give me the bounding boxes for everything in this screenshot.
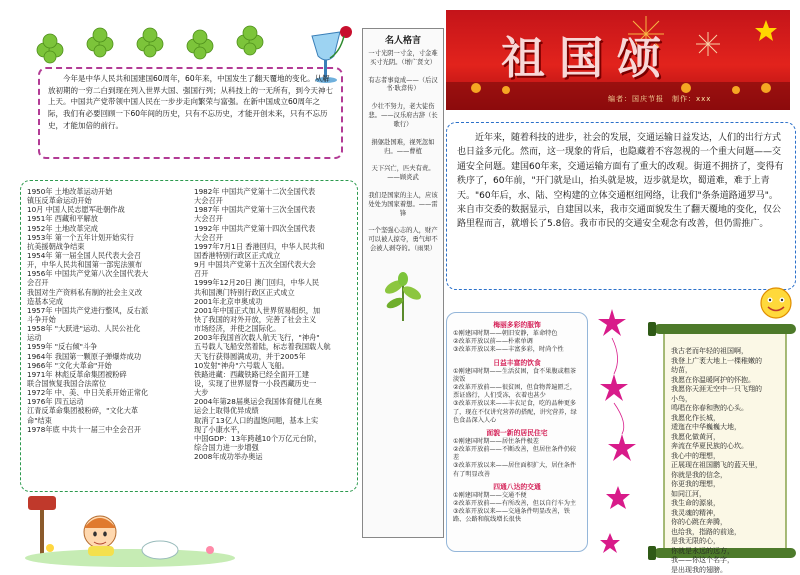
- timeline-entry: 抗美援朝战争结束: [27, 241, 85, 251]
- timeline-entry: 1958年 "大跃进"运动、人民公社化: [27, 324, 141, 334]
- poem-line: 你就是我的信念，: [671, 470, 727, 479]
- achievement-item: ②改革开放前——很贫困，但食物普遍匮乏，票证盛行，人们受冻，衣着也甚少: [453, 383, 577, 400]
- achievement-heading: 面貌一新的居民住宅: [486, 428, 548, 437]
- timeline-entry: 运动: [27, 333, 42, 343]
- timeline-entry: 大会召开: [194, 232, 223, 242]
- poem-line: 我——你这个名字，: [671, 556, 734, 565]
- timeline-entry: 2003年我国首次载人航天飞行，"神舟": [194, 333, 320, 343]
- achievement-item: ③改革开放以来——丰富多彩，时尚个性: [453, 346, 564, 354]
- achievement-item: ②改革开放以前——朴素单调: [453, 338, 533, 346]
- timeline-entry: 斗争开始: [27, 314, 56, 324]
- timeline-entry: 1966年 "文化大革命"开始: [27, 360, 112, 370]
- quotes-title: 名人格言: [384, 36, 421, 46]
- quote-item: 一个坚强心志的人，财产可以被人掠夺，勇气却不会被人剥夺的。（雨果）: [368, 227, 438, 252]
- timeline-entry: 命"结束: [27, 415, 52, 425]
- timeline-entry: 召开: [194, 269, 209, 279]
- poem-line: 我灵魂的精神，: [671, 508, 720, 517]
- timeline-entry: 镇压反革命运动开始: [27, 196, 92, 206]
- timeline-entry: 1956年 中国共产党第八次全国代表大: [27, 269, 149, 279]
- timeline-entry: 运会上取得优异成绩: [194, 406, 259, 416]
- poem-line: 如同江河，: [671, 489, 706, 498]
- timeline-entry: 取消了13亿人口的温饱问题，基本上实: [194, 415, 319, 425]
- poem-line: 你的心跳在奔腾，: [671, 518, 727, 527]
- quote-item: 少壮不努力，老大徒伤悲。——汉乐府古辞（长歌行）: [368, 103, 438, 128]
- poem-line: 鸣唱在你春和煦的心头。: [671, 404, 748, 413]
- timeline-entry: 1953年 第一个五年计划开始实行: [27, 232, 134, 242]
- achievement-item: ②改革开放前——不断改善，但居住条件仍较差: [453, 446, 577, 462]
- timeline-entry: 10月 中国人民志愿军赴朝作战: [27, 205, 125, 215]
- timeline-entry: 大会召开: [194, 214, 223, 224]
- poem-line: 我愿在你温暖阿护的怀抱。: [671, 375, 755, 384]
- traffic-text: 近年来，随着科技的进步，社会的发展，交通运输日益发达，人们的出行方式也日益多元化。然而，这一现象的背后，也隐藏着不容忽视的一个重大问题——交通安全问题。建国60年来，交通运输方面有了重大的改观。街道不拥挤了，变得有秩序了，60年前，"开门就是山，抬头就是坡，迈步就是坎，蜀道难，难于上青天。"60年后，水、陆、空构建的立体交通枢纽网络，让我们"条条道路通罗马"。来自市交委的数据显示，自建国以来，我市交通面貌发生了翻天覆地的变化，仅公路里程而言，就增长了5.8倍。我市市民的交通安全观念有改善，但仍需推广。: [457, 133, 784, 230]
- poem-line: 正展现在祖国鹏飞的蓝天里，: [671, 461, 762, 470]
- poem-line: 我生命的源泉，: [671, 499, 720, 508]
- poem-line: 小鸟，: [671, 394, 692, 403]
- timeline-entry: 五号载人飞船安然着陆，标志着我国载人航: [194, 342, 331, 352]
- banner: [446, 10, 790, 110]
- achievement-item: ①刚建国时期——居住条件极差: [453, 437, 539, 445]
- intro-panel: [38, 67, 343, 159]
- poem-line: 你就是永远的远方，: [671, 546, 734, 555]
- timeline-entry: 会召开: [27, 278, 49, 288]
- poem-line: 是我无限的心，: [671, 537, 720, 546]
- achievement-item: ③改革开放以来——居住面积扩大，居住条件有了明显改善: [453, 462, 577, 478]
- quotes-column: [362, 28, 444, 538]
- achievement-item: ③改革开放以来——丰衣足食，吃的品种更多了，现在不仅讲究营养的搭配，讲究营养，绿色食品深入人心: [453, 400, 577, 424]
- achievements-panel: [446, 312, 588, 552]
- achievement-item: ①刚建国时期——朝旧安静，革命特色: [453, 330, 558, 337]
- poem-line: 我古老而年轻的祖国啊，: [671, 347, 748, 355]
- timeline-entry: 9月 中国共产党第十五次全国代表大会: [194, 260, 316, 270]
- timeline-entry: 1972年 中、美、中日关系开始正常化: [27, 388, 149, 398]
- timeline-entry: 我国对生产资料私有制的社会主义改: [27, 287, 143, 297]
- timeline-entry: 现了小康水平，: [194, 424, 245, 434]
- poem-line: 也给我，指路的前途，: [671, 527, 741, 536]
- timeline-entry: 设，实现了世界屋脊一小段西藏历史一: [194, 378, 317, 388]
- poem-line: 我心中的理想，: [671, 451, 720, 460]
- achievement-item: ①刚建国时期——生活贫困，食不果腹或粗茶淡饭: [453, 367, 577, 383]
- poem-line: 我愿化作长城，: [671, 413, 720, 422]
- smiley-face-icon: [758, 286, 794, 320]
- timeline-entry: 10发射"神舟"六号载人飞船。: [194, 360, 289, 370]
- timeline-entry: 1957年 中国共产党进行整风，反右派: [27, 305, 149, 315]
- timeline-entry: 1982年 中国共产党第十二次全国代表: [194, 187, 316, 196]
- timeline-entry: 开，中华人民共和国第一部宪法颁布: [27, 260, 143, 270]
- timeline-entry: 综合国力进一步增强: [194, 442, 259, 452]
- timeline-entry: 大会召开: [194, 196, 223, 206]
- achievement-item: ①刚建国时期——交通不便: [453, 491, 527, 499]
- timeline-entry: 2001年北京申奥成功: [194, 296, 263, 306]
- quote-item: 捐躯赴国难，视死忽如归。——曹植: [371, 138, 435, 155]
- poem-text: [671, 347, 789, 575]
- child-illustration: [20, 492, 240, 565]
- timeline-entry: 1950年 土地改革运动开始: [27, 187, 113, 196]
- quote-item: 一寸光阴一寸金，寸金难买寸光阴。（增广贤文）: [368, 50, 438, 66]
- timeline-entry: 2004年第28届奥运会我国体育健儿在奥: [194, 397, 323, 407]
- poem-line: 我愿你天涯无空中一只飞翔的: [671, 385, 762, 394]
- timeline-entry: 2008年成功举办奥运: [194, 452, 263, 462]
- achievement-heading: 梅丽多彩的服饰: [493, 321, 541, 329]
- timeline-entry: 1987年 中国共产党第十三次全国代表: [194, 205, 316, 215]
- timeline-entry: 天飞行获得圆满成功，并于2005年: [194, 351, 306, 361]
- flower-decoration: [592, 298, 642, 558]
- timeline-entry: 铁路进藏：西藏铁路已经全面开工建: [194, 369, 310, 379]
- poem-line: 你更我的理想，: [671, 480, 720, 489]
- timeline-entry: 1964年 我国第一颗原子弹爆炸成功: [27, 351, 142, 361]
- quote-item: 有志者事竟成——（后汉书·耿弇传）: [368, 76, 438, 93]
- timeline-entry: 江青反革命集团被粉碎，"文化大革: [27, 406, 139, 416]
- timeline-entry: 1999年12月20日 澳门回归，中华人民: [194, 278, 320, 288]
- poem-line: 是出现我的翅膀。: [671, 565, 727, 574]
- poem-line: 奔流在华夏民族的心坎。: [671, 442, 748, 451]
- timeline-entry: 1951年 西藏和平解放: [27, 214, 98, 224]
- timeline-entry: 市场经济，并使之国际化。: [194, 324, 281, 334]
- timeline-entry: 1959年 "反右倾"斗争: [27, 342, 98, 352]
- poem-line: 我登上广袤大地上一棵稚嫩的: [671, 356, 762, 365]
- timeline-entry: 1992年 中国共产党第十四次全国代表: [194, 223, 316, 233]
- timeline-column-left: [27, 187, 184, 485]
- poem-line: 我愿化做黄河，: [671, 432, 720, 441]
- timeline-entry: 共和国澳门特别行政区正式成立: [194, 287, 295, 297]
- clover-decoration: [30, 22, 280, 72]
- timeline-entry: 2001年中国正式加入世界贸易组织，加: [194, 305, 321, 315]
- timeline-entry: 1952年 土地改革完成: [27, 223, 98, 233]
- timeline-entry: 1954年 第一届全国人民代表大会召: [27, 250, 142, 260]
- quote-item: 我们是国家的主人，应该处处为国家着想。——雷锋: [368, 191, 438, 217]
- timeline-column-right: [194, 187, 351, 485]
- achievement-item: ②改革开放前——有所改善，但以自行车为主: [453, 500, 577, 507]
- timeline-entry: 大步: [194, 388, 209, 398]
- poem-line: 幼苗，: [671, 366, 692, 375]
- banner-credit: 编者：国庆节报 制作：xxx: [608, 95, 712, 103]
- timeline-entry: 联合国恢复我国合法席位: [27, 378, 107, 388]
- quote-list: [367, 50, 439, 254]
- timeline-entry: 1997年7月1日 香港回归，中华人民共和: [194, 241, 325, 251]
- timeline-entry: 1978年底 中共十一届三中全会召开: [27, 424, 142, 434]
- quote-item: 天下兴亡，匹夫有责。——顾炎武: [371, 165, 435, 182]
- timeline-entry: 快了我国的对外开放，完善了社会主义: [194, 314, 317, 324]
- banner-title: 祖国颂: [501, 33, 675, 84]
- timeline-entry: 中国GDP：13年跨越10个万亿元台阶，: [194, 433, 322, 443]
- achievement-heading: 日益丰富的饮食: [493, 358, 541, 367]
- traffic-panel: [446, 122, 796, 290]
- timeline-entry: 造基本完成: [27, 296, 63, 306]
- intro-text: 今年是中华人民共和国建国60周年，60年来，中国发生了翻天覆地的变化。从解放初期的一穷二白到现在列入世界大国、强国行列；从科技上的一无所有，到今天神七上天。中国共产党带领中国人民在一步步走向繁荣与富强。在新中国成立60周年之际，我们有必要回顾一下60年间的历史，只有不忘历史，才能开创未来，只有不忘历史，才能加倍的前行。: [48, 74, 333, 130]
- plant-icon: [368, 263, 438, 323]
- history-timeline: [20, 180, 358, 492]
- achievement-heading: 四通八达的交通: [493, 482, 541, 491]
- timeline-entry: 1971年 林彪反革命集团被粉碎: [27, 369, 127, 379]
- timeline-entry: 国香港特别行政区正式成立: [194, 250, 281, 260]
- timeline-entry: 1976年 四五运动: [27, 397, 84, 407]
- poem-line: 逶迤在中华巍巍大地，: [671, 423, 741, 432]
- achievement-item: ③改革开放以来——交通条件明显改善，铁路、公路和航线增长很快: [453, 508, 570, 524]
